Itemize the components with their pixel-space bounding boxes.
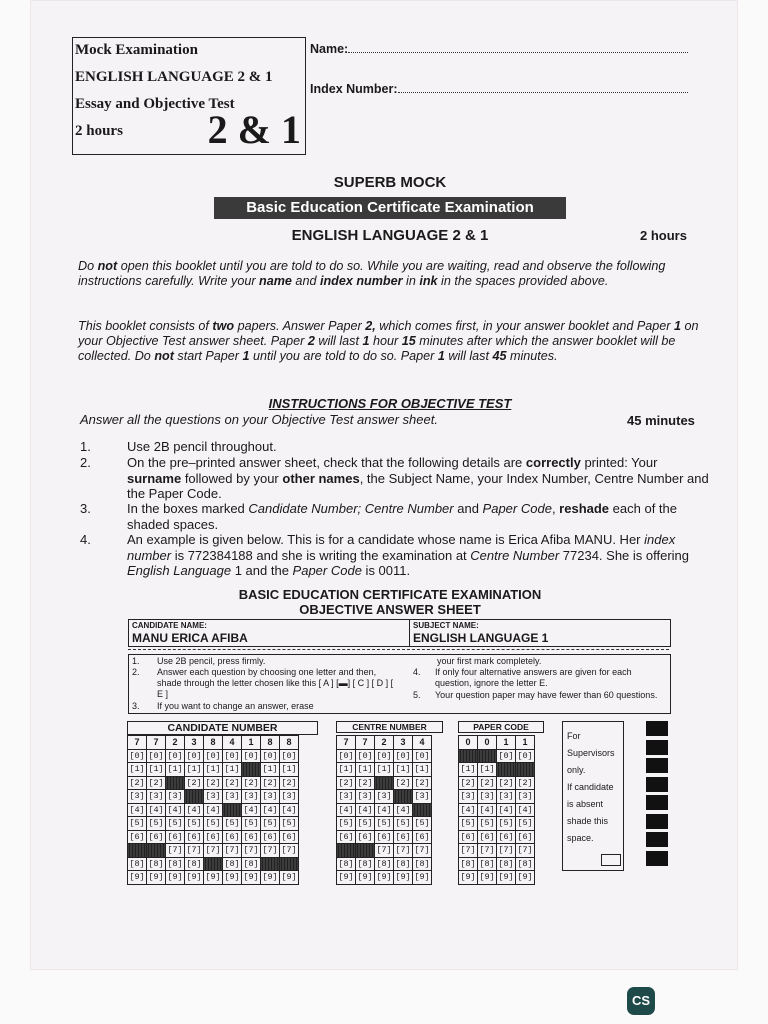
digit-bubble[interactable]: [7] (262, 845, 278, 856)
digit-bubble[interactable]: [2] (460, 777, 476, 788)
digit-bubble[interactable]: [7] (479, 845, 495, 856)
digit-bubble[interactable]: [1] (224, 764, 240, 775)
grid-header-digit: 4 (413, 736, 432, 750)
digit-bubble[interactable]: [6] (517, 831, 533, 842)
digit-bubble[interactable]: [0] (414, 750, 430, 761)
grid-header-digit: 0 (459, 736, 478, 750)
candidate-number-grid[interactable] (127, 735, 299, 885)
digit-bubble[interactable]: [2] (148, 777, 164, 788)
rule-text: If only four alternative answers are given for each question, ignore the letter E. (435, 667, 632, 688)
grid-header-digit: 0 (478, 736, 497, 750)
digit-bubble[interactable]: [4] (395, 804, 411, 815)
digit-bubble[interactable] (375, 776, 394, 790)
digit-bubble[interactable]: [7] (281, 845, 297, 856)
digit-bubble[interactable]: [1] (460, 764, 476, 775)
digit-bubble[interactable]: [3] (281, 791, 297, 802)
digit-bubble[interactable]: [7] (224, 845, 240, 856)
item-number: 3. (80, 501, 91, 516)
digit-bubble[interactable]: [6] (262, 831, 278, 842)
answer-sheet-title: BASIC EDUCATION CERTIFICATE EXAMINATION (238, 587, 542, 602)
digit-bubble[interactable]: [6] (338, 831, 354, 842)
digit-bubble[interactable]: [5] (262, 818, 278, 829)
name-label: Name: (310, 42, 349, 56)
digit-bubble[interactable]: [0] (224, 750, 240, 761)
digit-bubble[interactable]: [1] (129, 764, 145, 775)
digit-bubble[interactable]: [9] (338, 872, 354, 883)
digit-bubble[interactable]: [3] (338, 791, 354, 802)
instruction-item: An example is given below. This is for a candidate whose name is Erica Afiba MANU. Her index number is 772384188 and she is writing the examination at Centre Number 77234. She is offering English Language 1 and the Paper Code is 0011. (127, 532, 690, 578)
digit-bubble[interactable]: [8] (414, 858, 430, 869)
digit-bubble[interactable]: [3] (148, 791, 164, 802)
rule-text: Use 2B pencil, press firmly. (157, 656, 266, 666)
grid-header-digit: 8 (261, 736, 280, 750)
digit-bubble[interactable]: [4] (376, 804, 392, 815)
grid-header-digit: 1 (242, 736, 261, 750)
digit-bubble[interactable]: [6] (186, 831, 202, 842)
digit-bubble[interactable]: [9] (205, 872, 221, 883)
digit-bubble[interactable]: [5] (357, 818, 373, 829)
digit-bubble[interactable]: [6] (205, 831, 221, 842)
digit-bubble[interactable]: [5] (281, 818, 297, 829)
digit-bubble[interactable]: [7] (395, 845, 411, 856)
digit-bubble[interactable]: [7] (243, 845, 259, 856)
grid-header-digit: 8 (204, 736, 223, 750)
timing-marks (646, 721, 668, 871)
rule-number: 4. (413, 667, 421, 677)
digit-bubble[interactable]: [3] (167, 791, 183, 802)
digit-bubble[interactable]: [8] (517, 858, 533, 869)
digit-bubble[interactable]: [6] (129, 831, 145, 842)
digit-bubble[interactable]: [3] (243, 791, 259, 802)
digit-bubble[interactable]: [9] (243, 872, 259, 883)
digit-bubble[interactable]: [1] (376, 764, 392, 775)
objective-heading: INSTRUCTIONS FOR OBJECTIVE TEST (268, 396, 512, 411)
digit-bubble[interactable]: [2] (262, 777, 278, 788)
digit-bubble[interactable]: [5] (376, 818, 392, 829)
digit-bubble[interactable]: [6] (479, 831, 495, 842)
digit-bubble[interactable] (394, 790, 413, 804)
exam-info-box (72, 37, 306, 155)
digit-bubble[interactable]: [7] (205, 845, 221, 856)
digit-bubble[interactable]: [2] (479, 777, 495, 788)
supervisor-note-line: space. (567, 833, 594, 843)
intro-paragraph-2: This booklet consists of two papers. Answer Paper 2, which comes first, in your answer booklet and Paper 1 on your Objective Test answer sheet. Paper 2 will last 1 hour 15 minutes after which the answer booklet will be collected. Do not start Paper 1 until you are told to do so. Paper 1 will last 45 minutes. (78, 319, 699, 363)
digit-bubble[interactable]: [6] (395, 831, 411, 842)
digit-bubble[interactable]: [0] (167, 750, 183, 761)
digit-bubble[interactable]: [5] (186, 818, 202, 829)
digit-bubble[interactable]: [4] (262, 804, 278, 815)
digit-bubble[interactable]: [0] (205, 750, 221, 761)
digit-bubble[interactable]: [2] (205, 777, 221, 788)
instruction-item: Use 2B pencil throughout. (127, 439, 277, 454)
digit-bubble[interactable] (459, 749, 478, 763)
digit-bubble[interactable]: [7] (167, 845, 183, 856)
absent-shade-box[interactable] (601, 854, 621, 866)
digit-bubble[interactable]: [8] (357, 858, 373, 869)
digit-bubble[interactable] (356, 844, 375, 858)
exam-type: Mock Examination (75, 42, 198, 58)
index-label: Index Number: (310, 82, 398, 96)
digit-bubble[interactable]: [1] (167, 764, 183, 775)
digit-bubble[interactable]: [5] (224, 818, 240, 829)
digit-bubble[interactable]: [0] (243, 750, 259, 761)
grid-header-digit: 8 (280, 736, 299, 750)
digit-bubble[interactable]: [7] (414, 845, 430, 856)
digit-bubble[interactable]: [9] (186, 872, 202, 883)
scanner-app-logo: CS (627, 987, 655, 1015)
digit-bubble[interactable]: [6] (460, 831, 476, 842)
digit-bubble[interactable]: [8] (224, 858, 240, 869)
supervisor-note-line: If candidate (567, 782, 614, 792)
digit-bubble[interactable]: [9] (460, 872, 476, 883)
digit-bubble[interactable]: [0] (262, 750, 278, 761)
digit-bubble[interactable]: [5] (129, 818, 145, 829)
candidate-name-value: MANU ERICA AFIBA (132, 631, 248, 645)
digit-bubble[interactable]: [3] (460, 791, 476, 802)
digit-bubble[interactable]: [2] (395, 777, 411, 788)
digit-bubble[interactable] (516, 763, 535, 777)
digit-bubble[interactable]: [8] (376, 858, 392, 869)
digit-bubble[interactable]: [7] (186, 845, 202, 856)
digit-bubble[interactable]: [3] (498, 791, 514, 802)
grid-header-digit: 7 (128, 736, 147, 750)
paper-code-title: PAPER CODE (458, 721, 544, 733)
digit-bubble[interactable]: [4] (357, 804, 373, 815)
digit-bubble[interactable]: [3] (479, 791, 495, 802)
digit-bubble[interactable]: [5] (517, 818, 533, 829)
digit-bubble[interactable]: [3] (357, 791, 373, 802)
digit-bubble[interactable]: [6] (281, 831, 297, 842)
digit-bubble[interactable] (497, 763, 516, 777)
subject-name-value: ENGLISH LANGUAGE 1 (413, 631, 549, 645)
supervisor-note-line: For (567, 731, 581, 741)
digit-bubble[interactable]: [8] (460, 858, 476, 869)
digit-bubble[interactable]: [0] (517, 750, 533, 761)
instruction-item: On the pre–printed answer sheet, check that the following details are correctly printed: Your surname followed by your other names, the Subject Name, your Index Number, Centre Number and the Paper Code. (127, 455, 709, 501)
digit-bubble[interactable]: [4] (129, 804, 145, 815)
digit-bubble[interactable] (185, 790, 204, 804)
digit-bubble[interactable]: [4] (479, 804, 495, 815)
grid-header-digit: 1 (497, 736, 516, 750)
digit-bubble[interactable]: [2] (129, 777, 145, 788)
rule-number: 3. (132, 701, 140, 711)
grid-header-digit: 3 (185, 736, 204, 750)
digit-bubble[interactable]: [9] (148, 872, 164, 883)
grid-header-digit: 2 (375, 736, 394, 750)
digit-bubble[interactable]: [4] (205, 804, 221, 815)
digit-bubble[interactable]: [2] (357, 777, 373, 788)
subject-name-label: SUBJECT NAME: (413, 621, 479, 630)
digit-bubble[interactable]: [6] (414, 831, 430, 842)
digit-bubble[interactable]: [8] (129, 858, 145, 869)
rule-number: 2. (132, 667, 140, 677)
digit-bubble[interactable]: [9] (167, 872, 183, 883)
digit-bubble[interactable] (128, 844, 147, 858)
digit-bubble[interactable]: [4] (338, 804, 354, 815)
answer-sheet-subtitle: OBJECTIVE ANSWER SHEET (299, 602, 481, 617)
digit-bubble[interactable]: [0] (281, 750, 297, 761)
digit-bubble[interactable]: [6] (357, 831, 373, 842)
digit-bubble[interactable]: [6] (243, 831, 259, 842)
grid-header-digit: 7 (356, 736, 375, 750)
digit-bubble[interactable]: [5] (167, 818, 183, 829)
digit-bubble[interactable]: [2] (517, 777, 533, 788)
digit-bubble[interactable]: [5] (243, 818, 259, 829)
digit-bubble[interactable]: [3] (262, 791, 278, 802)
index-number-field[interactable] (310, 82, 688, 96)
digit-bubble[interactable]: [6] (376, 831, 392, 842)
centre-number-grid[interactable] (336, 735, 432, 885)
rule-text: Answer each question by choosing one letter and then, shade through the letter chosen like this [ A ] [▬] [ C ] [ D ] [ E ] (157, 667, 394, 699)
digit-bubble[interactable]: [4] (498, 804, 514, 815)
digit-bubble[interactable]: [4] (517, 804, 533, 815)
digit-bubble[interactable]: [7] (498, 845, 514, 856)
superb-mock-title: SUPERB MOCK (333, 174, 447, 191)
digit-bubble[interactable]: [1] (414, 764, 430, 775)
instruction-item: In the boxes marked Candidate Number; Centre Number and Paper Code, reshade each of the shaded spaces. (127, 501, 677, 532)
digit-bubble[interactable]: [9] (262, 872, 278, 883)
digit-bubble[interactable]: [5] (414, 818, 430, 829)
digit-bubble[interactable]: [8] (479, 858, 495, 869)
digit-bubble[interactable]: [9] (395, 872, 411, 883)
digit-bubble[interactable]: [5] (205, 818, 221, 829)
exam-banner: Basic Education Certificate Examination (214, 197, 566, 219)
digit-bubble[interactable]: [1] (281, 764, 297, 775)
digit-bubble[interactable]: [2] (281, 777, 297, 788)
digit-bubble[interactable]: [2] (224, 777, 240, 788)
intro-paragraph-1: Do not open this booklet until you are told to do so. While you are waiting, read and observe the following instructions carefully. Write your name and index number in ink in the spaces provided above. (78, 259, 666, 288)
digit-bubble[interactable]: [2] (243, 777, 259, 788)
grid-header-digit: 2 (166, 736, 185, 750)
digit-bubble[interactable]: [9] (414, 872, 430, 883)
digit-bubble[interactable]: [6] (224, 831, 240, 842)
objective-time: 45 minutes (627, 413, 695, 428)
grid-header-digit: 7 (147, 736, 166, 750)
candidate-number-title: CANDIDATE NUMBER (127, 721, 318, 735)
digit-bubble[interactable]: [3] (517, 791, 533, 802)
supervisor-box (562, 721, 624, 871)
digit-bubble[interactable]: [4] (243, 804, 259, 815)
digit-bubble[interactable]: [1] (205, 764, 221, 775)
digit-bubble[interactable]: [1] (395, 764, 411, 775)
candidate-subject-box (128, 619, 671, 647)
digit-bubble[interactable]: [9] (224, 872, 240, 883)
exam-format: Essay and Objective Test (75, 96, 235, 112)
digit-bubble[interactable]: [0] (148, 750, 164, 761)
digit-bubble[interactable] (147, 844, 166, 858)
digit-bubble[interactable]: [8] (186, 858, 202, 869)
item-number: 4. (80, 532, 91, 547)
digit-bubble[interactable] (242, 763, 261, 777)
digit-bubble[interactable] (223, 803, 242, 817)
digit-bubble[interactable]: [8] (167, 858, 183, 869)
digit-bubble[interactable]: [4] (148, 804, 164, 815)
digit-bubble[interactable]: [2] (186, 777, 202, 788)
rule-text: your first mark completely. (437, 656, 542, 666)
digit-bubble[interactable]: [4] (167, 804, 183, 815)
exam-subject: ENGLISH LANGUAGE 2 & 1 (75, 69, 273, 85)
paper-number: 2 & 1 (207, 107, 301, 152)
digit-bubble[interactable]: [5] (395, 818, 411, 829)
digit-bubble[interactable]: [7] (517, 845, 533, 856)
digit-bubble[interactable] (478, 749, 497, 763)
digit-bubble[interactable]: [5] (338, 818, 354, 829)
digit-bubble[interactable] (204, 857, 223, 871)
digit-bubble[interactable]: [1] (186, 764, 202, 775)
supervisor-note-line: is absent (567, 799, 604, 809)
name-field[interactable] (310, 42, 688, 56)
candidate-name-label: CANDIDATE NAME: (132, 621, 207, 630)
digit-bubble[interactable]: [4] (186, 804, 202, 815)
digit-bubble[interactable]: [0] (338, 750, 354, 761)
subject-title: ENGLISH LANGUAGE 2 & 1 (291, 227, 489, 244)
digit-bubble[interactable]: [2] (338, 777, 354, 788)
digit-bubble[interactable]: [5] (498, 818, 514, 829)
digit-bubble[interactable]: [3] (205, 791, 221, 802)
digit-bubble[interactable]: [0] (186, 750, 202, 761)
digit-bubble[interactable]: [6] (148, 831, 164, 842)
supervisor-note-line: Supervisors (567, 748, 615, 758)
digit-bubble[interactable]: [0] (498, 750, 514, 761)
digit-bubble[interactable]: [8] (243, 858, 259, 869)
objective-subheading: Answer all the questions on your Objective Test answer sheet. (80, 412, 438, 427)
digit-bubble[interactable]: [3] (414, 791, 430, 802)
digit-bubble[interactable]: [5] (460, 818, 476, 829)
total-duration: 2 hours (640, 228, 687, 243)
digit-bubble[interactable]: [1] (357, 764, 373, 775)
digit-bubble[interactable]: [9] (498, 872, 514, 883)
grid-header-digit: 4 (223, 736, 242, 750)
digit-bubble[interactable]: [9] (129, 872, 145, 883)
item-number: 2. (80, 455, 91, 470)
centre-number-title: CENTRE NUMBER (336, 721, 443, 733)
digit-bubble[interactable]: [7] (376, 845, 392, 856)
item-number: 1. (80, 439, 91, 454)
digit-bubble[interactable]: [9] (517, 872, 533, 883)
digit-bubble[interactable] (280, 857, 299, 871)
digit-bubble[interactable]: [3] (376, 791, 392, 802)
supervisor-note-line: only. (567, 765, 586, 775)
supervisor-note-line: shade this (567, 816, 609, 826)
digit-bubble[interactable]: [2] (498, 777, 514, 788)
digit-bubble[interactable]: [0] (395, 750, 411, 761)
digit-bubble[interactable]: [6] (498, 831, 514, 842)
digit-bubble[interactable] (261, 857, 280, 871)
digit-bubble[interactable]: [5] (479, 818, 495, 829)
digit-bubble[interactable] (166, 776, 185, 790)
digit-bubble[interactable] (337, 844, 356, 858)
digit-bubble[interactable]: [3] (224, 791, 240, 802)
digit-bubble[interactable]: [2] (414, 777, 430, 788)
digit-bubble[interactable]: [8] (395, 858, 411, 869)
rule-text: If you want to change an answer, erase (157, 701, 314, 711)
exam-duration: 2 hours (75, 123, 123, 139)
rule-number: 5. (413, 690, 421, 700)
digit-bubble[interactable]: [4] (460, 804, 476, 815)
digit-bubble[interactable]: [9] (479, 872, 495, 883)
digit-bubble[interactable]: [0] (357, 750, 373, 761)
grid-header-digit: 7 (337, 736, 356, 750)
digit-bubble[interactable]: [9] (376, 872, 392, 883)
rule-number: 1. (132, 656, 140, 666)
digit-bubble[interactable]: [1] (479, 764, 495, 775)
digit-bubble[interactable]: [5] (148, 818, 164, 829)
digit-bubble[interactable]: [4] (281, 804, 297, 815)
shading-rules (128, 654, 671, 714)
digit-bubble[interactable]: [8] (338, 858, 354, 869)
digit-bubble[interactable] (413, 803, 432, 817)
rule-text: Your question paper may have fewer than 60 questions. (435, 690, 658, 700)
grid-header-digit: 1 (516, 736, 535, 750)
digit-bubble[interactable]: [9] (357, 872, 373, 883)
grid-header-digit: 3 (394, 736, 413, 750)
digit-bubble[interactable]: [1] (338, 764, 354, 775)
digit-bubble[interactable]: [6] (167, 831, 183, 842)
digit-bubble[interactable]: [1] (262, 764, 278, 775)
paper-code-grid[interactable] (458, 735, 535, 885)
digit-bubble[interactable]: [0] (376, 750, 392, 761)
digit-bubble[interactable]: [1] (148, 764, 164, 775)
digit-bubble[interactable]: [8] (498, 858, 514, 869)
digit-bubble[interactable]: [7] (460, 845, 476, 856)
digit-bubble[interactable]: [3] (129, 791, 145, 802)
digit-bubble[interactable]: [0] (129, 750, 145, 761)
digit-bubble[interactable]: [9] (281, 872, 297, 883)
digit-bubble[interactable]: [8] (148, 858, 164, 869)
